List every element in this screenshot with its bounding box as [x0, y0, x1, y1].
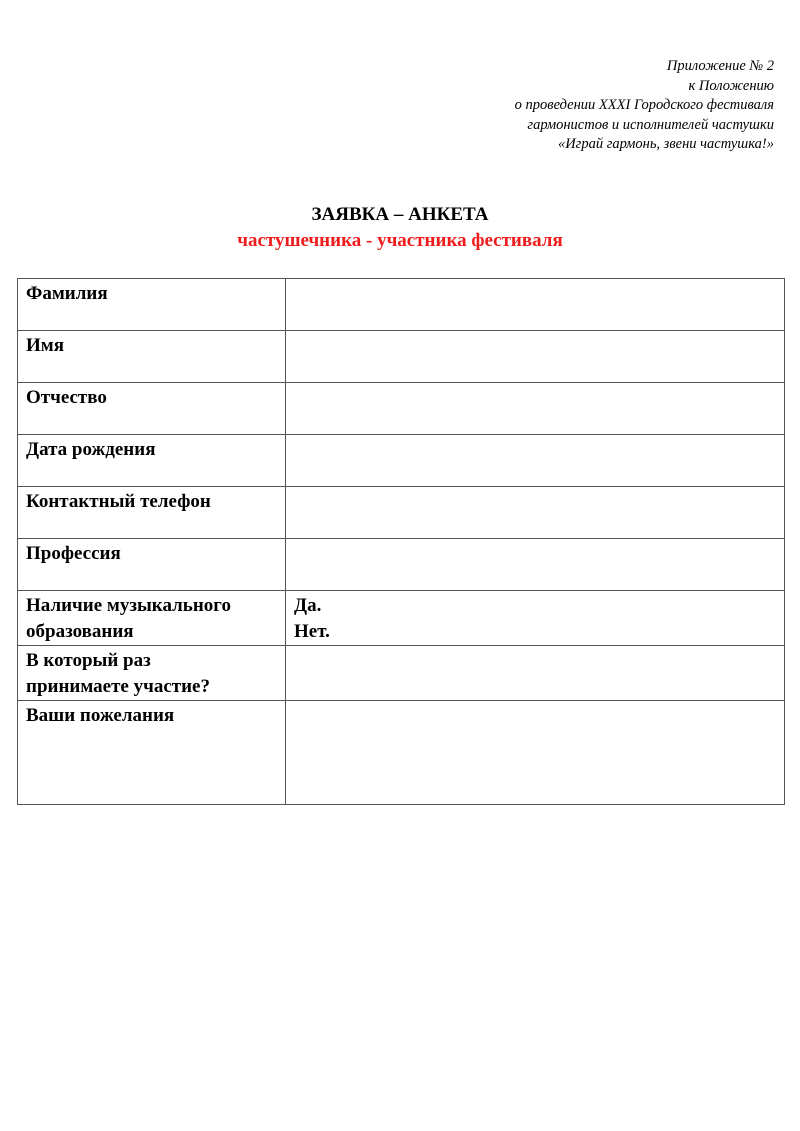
- option-yes[interactable]: Да.: [294, 595, 322, 616]
- appendix-note: [515, 57, 774, 155]
- field-label: [18, 591, 286, 646]
- form-row-name: [18, 331, 785, 383]
- patronymic-field[interactable]: [286, 383, 785, 435]
- field-label: Ваши пожелания: [18, 701, 286, 805]
- appendix-line: гармонистов и исполнителей частушки: [527, 116, 774, 133]
- field-label: Фамилия: [18, 279, 286, 331]
- form-title: ЗАЯВКА – АНКЕТА: [311, 204, 489, 225]
- label-line: принимаете участие?: [26, 676, 210, 697]
- form-row-music-education: [18, 591, 785, 646]
- label-line: В который раз: [26, 650, 151, 671]
- form-row-wishes: [18, 701, 785, 805]
- participation-count-field[interactable]: [286, 646, 785, 701]
- field-label: Отчество: [18, 383, 286, 435]
- form-row-patronymic: [18, 383, 785, 435]
- form-row-birthdate: [18, 435, 785, 487]
- field-label: Профессия: [18, 539, 286, 591]
- form-row-profession: [18, 539, 785, 591]
- surname-field[interactable]: [286, 279, 785, 331]
- appendix-line: «Играй гармонь, звени частушка!»: [557, 136, 774, 152]
- music-education-options: [286, 591, 785, 646]
- form-row-participation-count: [18, 646, 785, 701]
- form-row-phone: [18, 487, 785, 539]
- field-label: Дата рождения: [18, 435, 286, 487]
- label-line: образования: [26, 621, 134, 642]
- label-line: Наличие музыкального: [26, 595, 231, 616]
- birthdate-field[interactable]: [286, 435, 785, 487]
- profession-field[interactable]: [286, 539, 785, 591]
- option-no[interactable]: Нет.: [294, 621, 330, 642]
- field-label: [18, 646, 286, 701]
- application-form-table: [17, 278, 785, 805]
- name-field[interactable]: [286, 331, 785, 383]
- appendix-line: к Положению: [688, 77, 774, 94]
- appendix-line: Приложение № 2: [666, 58, 774, 74]
- wishes-field[interactable]: [286, 701, 785, 805]
- phone-field[interactable]: [286, 487, 785, 539]
- field-label: Имя: [18, 331, 286, 383]
- field-label: Контактный телефон: [18, 487, 286, 539]
- form-heading: [0, 202, 800, 254]
- form-row-surname: [18, 279, 785, 331]
- appendix-line: о проведении XXXI Городского фестиваля: [514, 97, 774, 113]
- form-subtitle: частушечника - участника фестиваля: [237, 230, 563, 251]
